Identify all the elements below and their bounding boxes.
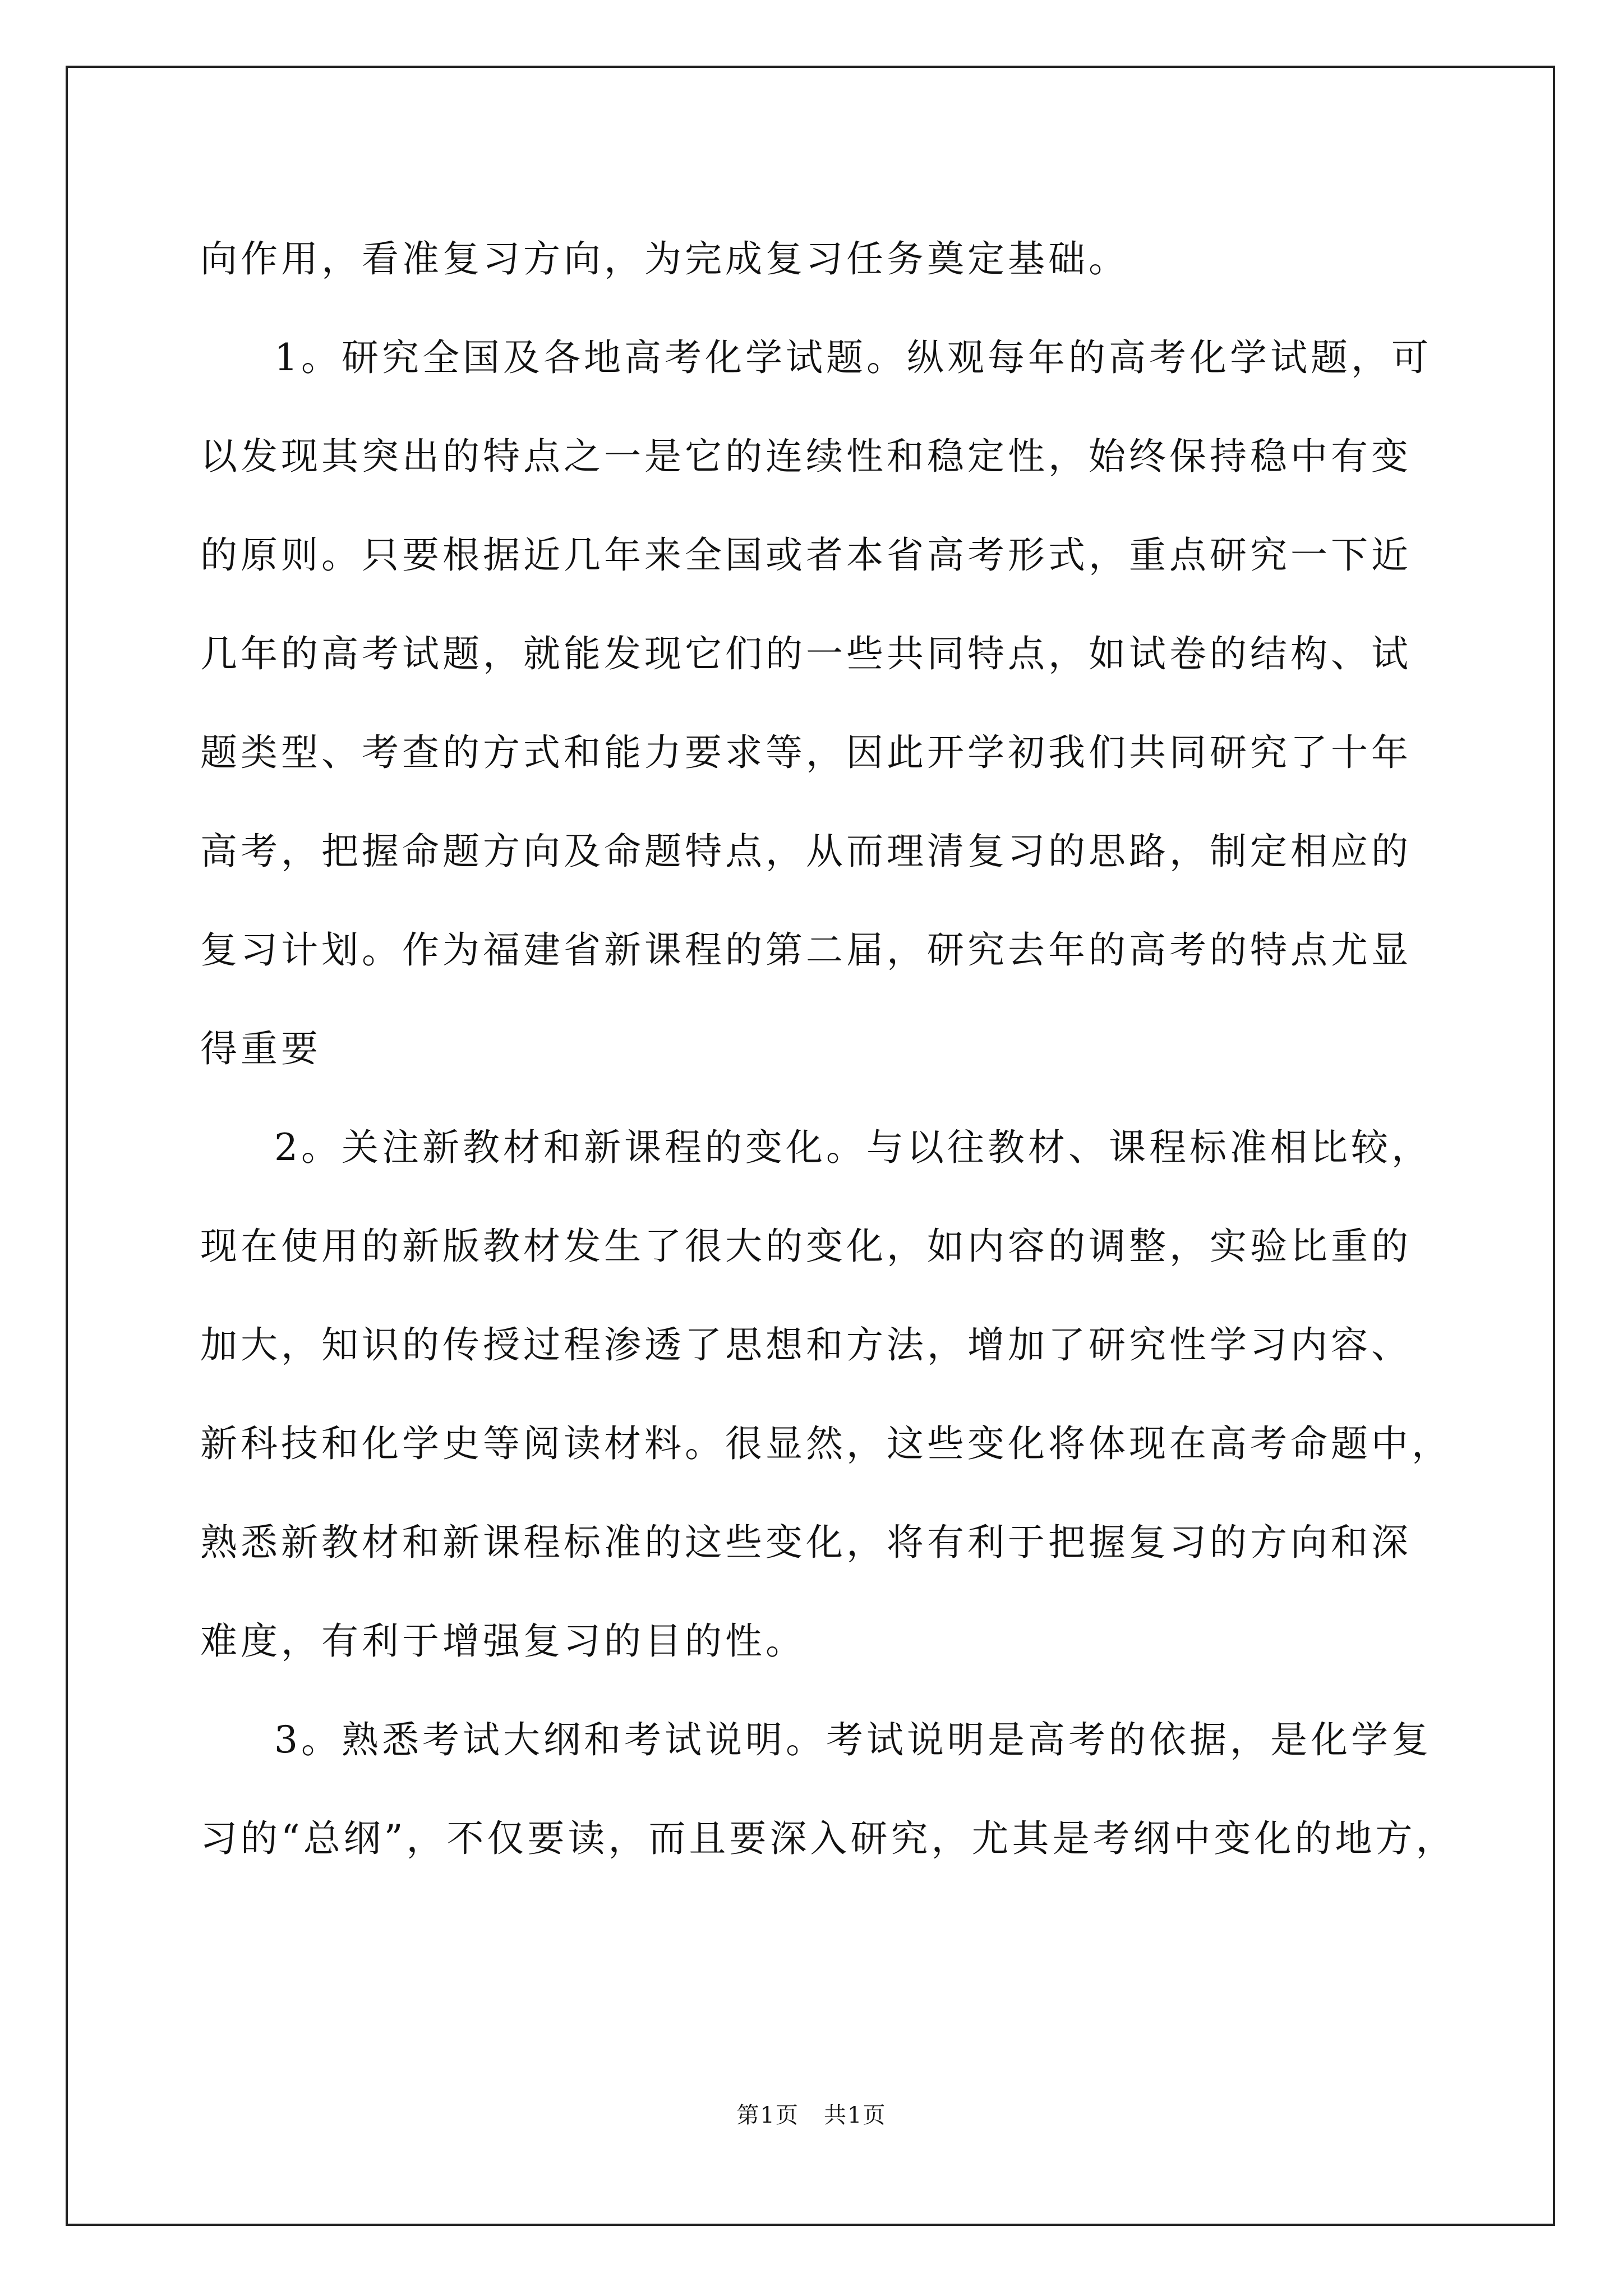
text-line: 高考，把握命题方向及命题特点，从而理清复习的思路，制定相应的 bbox=[200, 830, 1412, 873]
text-line: 得重要 bbox=[200, 1027, 321, 1070]
paragraph bbox=[200, 309, 1437, 1098]
text-line: 复习计划。作为福建省新课程的第二届，研究去年的高考的特点尤显 bbox=[200, 928, 1412, 972]
text-line: 习的“总纲”，不仅要读，而且要深入研究，尤其是考纲中变化的地方， bbox=[200, 1817, 1456, 1860]
text-line: 现在使用的新版教材发生了很大的变化，如内容的调整，实验比重的 bbox=[200, 1225, 1412, 1268]
text-line: 向作用，看准复习方向，为完成复习任务奠定基础。 bbox=[200, 237, 1129, 280]
paragraph bbox=[200, 210, 1437, 309]
text-line: 的原则。只要根据近几年来全国或者本省高考形式，重点研究一下近 bbox=[200, 533, 1412, 577]
document-body bbox=[200, 210, 1456, 1888]
page-total: 共1页 bbox=[824, 2102, 887, 2128]
text-line: 加大，知识的传授过程渗透了思想和方法，增加了研究性学习内容、 bbox=[200, 1323, 1412, 1366]
text-line: 难度，有利于增强复习的目的性。 bbox=[200, 1619, 806, 1663]
paragraph bbox=[200, 1691, 1456, 1888]
text-line: 新科技和化学史等阅读材料。很显然，这些变化将体现在高考命题中， bbox=[200, 1422, 1452, 1465]
text-line: 几年的高考试题，就能发现它们的一些共同特点，如试卷的结构、试 bbox=[200, 632, 1412, 675]
text-line: 熟悉新教材和新课程标准的这些变化，将有利于把握复习的方向和深 bbox=[200, 1521, 1412, 1564]
text-line: 2。关注新教材和新课程的变化。与以往教材、课程标准相比较， bbox=[274, 1126, 1432, 1169]
paragraph bbox=[200, 1098, 1452, 1691]
page-footer bbox=[0, 2101, 1623, 2129]
text-line: 题类型、考查的方式和能力要求等，因此开学初我们共同研究了十年 bbox=[200, 731, 1412, 774]
text-line: 以发现其突出的特点之一是它的连续性和稳定性，始终保持稳中有变 bbox=[200, 435, 1412, 478]
page-number: 第1页 bbox=[736, 2102, 799, 2128]
text-line: 3。熟悉考试大纲和考试说明。考试说明是高考的依据，是化学复 bbox=[274, 1718, 1432, 1761]
text-line: 1。研究全国及各地高考化学试题。纵观每年的高考化学试题，可 bbox=[274, 336, 1432, 379]
